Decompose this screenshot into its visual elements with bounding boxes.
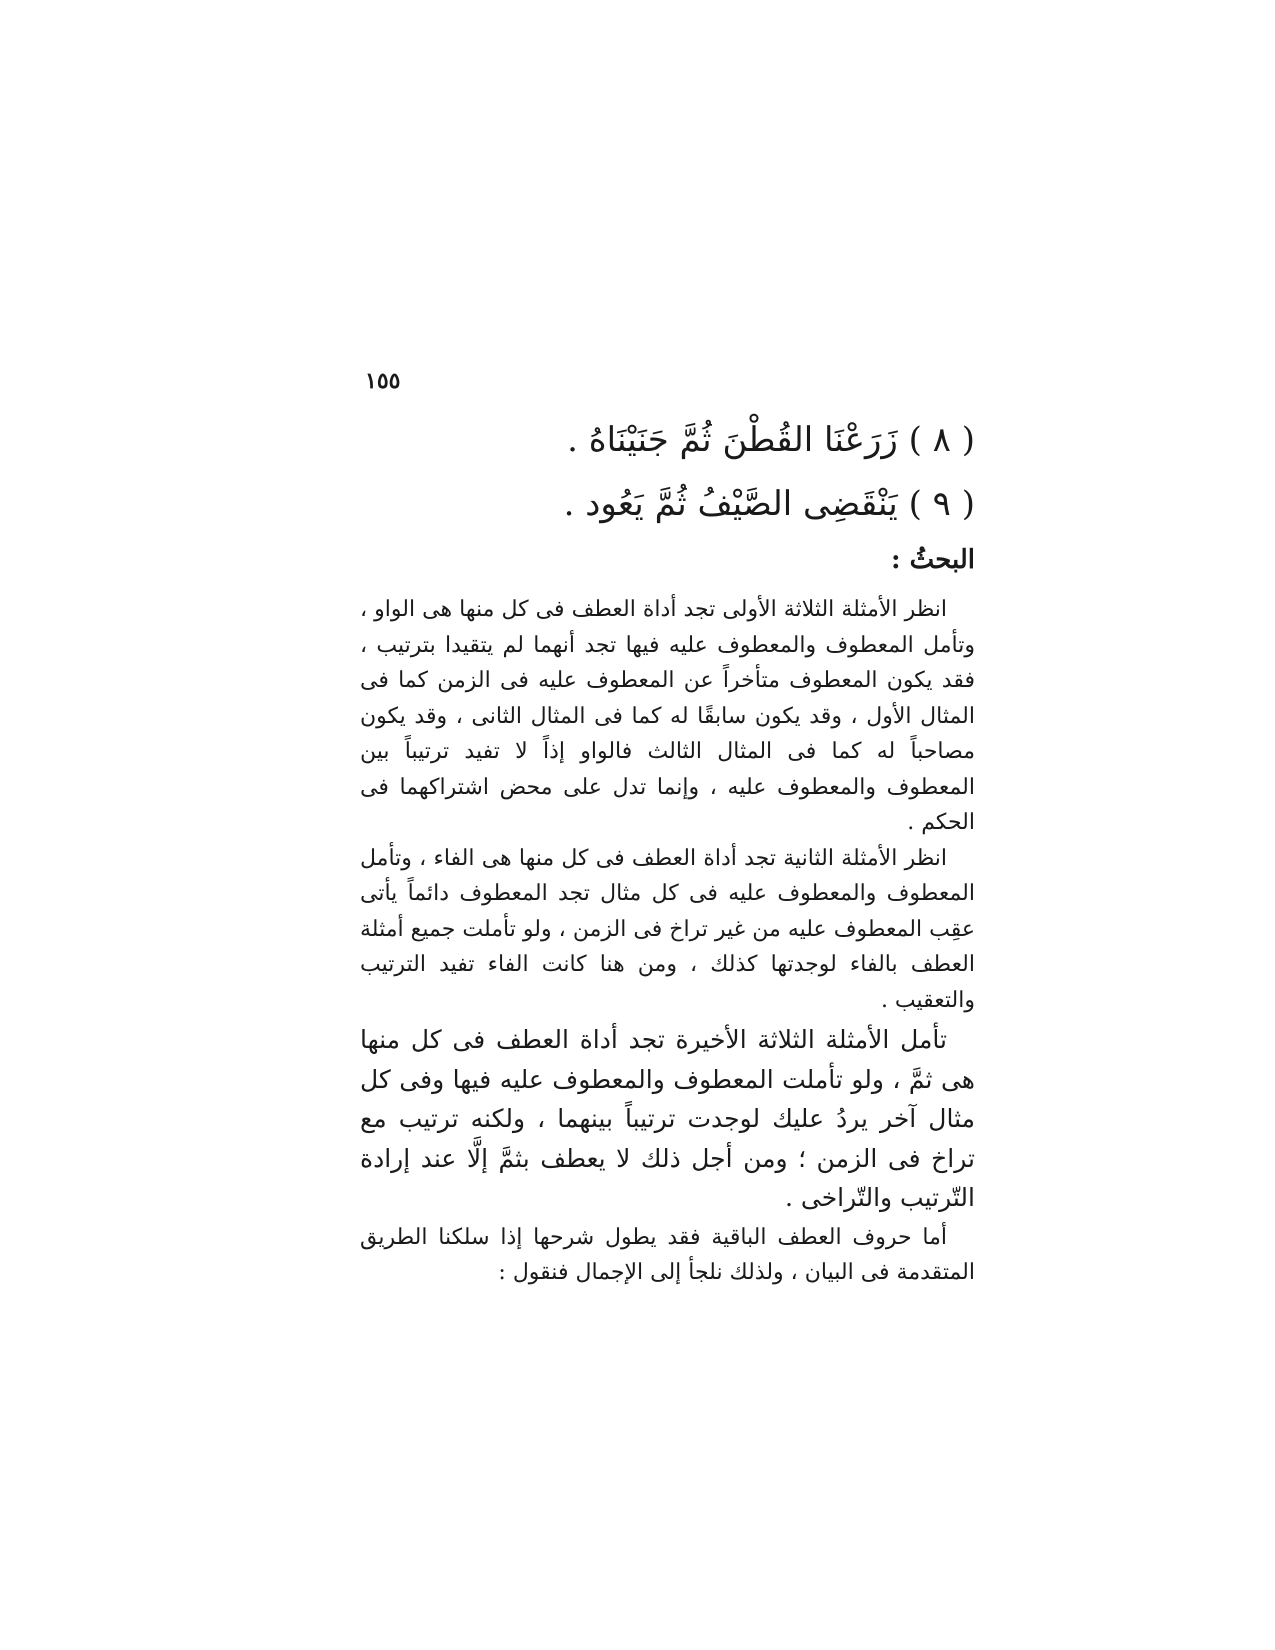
example-line: ( ٨ ) زَرَعْنَا القُطْنَ ثُمَّ جَنَيْنَاهُ . [567,420,975,460]
section-heading: البحثُ : [891,545,975,575]
paragraph: انظر الأمثلة الثلاثة الأولى تجد أداة العطف فى كل منها هى الواو ، وتأمل المعطوف والمعطوف عليه فيها تجد أنهما لم يتقيدا بترتيب ، فقد يكون المعطوف متأخراً عن المعطوف عليه فى الزمن كما فى المثال الأول ، وقد يكون سابقًا له كما فى المثال الثانى ، وقد يكون مصاحباً له كما فى المثال الثالث فالواو إذاً لا تفيد ترتيباً بين المعطوف والمعطوف عليه ، وإنما تدل على محض اشتراكهما فى الحكم . [360,597,976,835]
paragraph: أما حروف العطف الباقية فقد يطول شرحها إذا سلكنا الطريق المتقدمة فى البيان ، ولذلك نلجأ إلى الإجمال فنقول : [360,1224,975,1285]
examples-block [360,408,975,536]
body-text [360,592,975,1291]
paragraph: تأمل الأمثلة الثلاثة الأخيرة تجد أداة العطف فى كل منها هى ثمَّ ، ولو تأملت المعطوف والمعطوف عليه فيها وفى كل مثال آخر يردُ عليك لوجدت ترتيباً بينهما ، ولكنه ترتيب مع تراخ فى الزمن ؛ ومن أجل ذلك لا يعطف بثمَّ إلَّا عند إرادة التّرتيب والتّراخى . [360,1025,975,1212]
paragraph: انظر الأمثلة الثانية تجد أداة العطف فى كل منها هى الفاء ، وتأمل المعطوف والمعطوف عليه فى كل مثال تجد المعطوف دائماً يأتى عقِب المعطوف عليه من غير تراخ فى الزمن ، ولو تأملت جميع أمثلة العطف بالفاء لوجدتها كذلك ، ومن هنا كانت الفاء تفيد الترتيب والتعقيب . [360,845,975,1013]
page-number: ١٥٥ [365,368,401,394]
example-line: ( ٩ ) يَنْقَضِى الصَّيْفُ ثُمَّ يَعُود . [563,484,975,524]
